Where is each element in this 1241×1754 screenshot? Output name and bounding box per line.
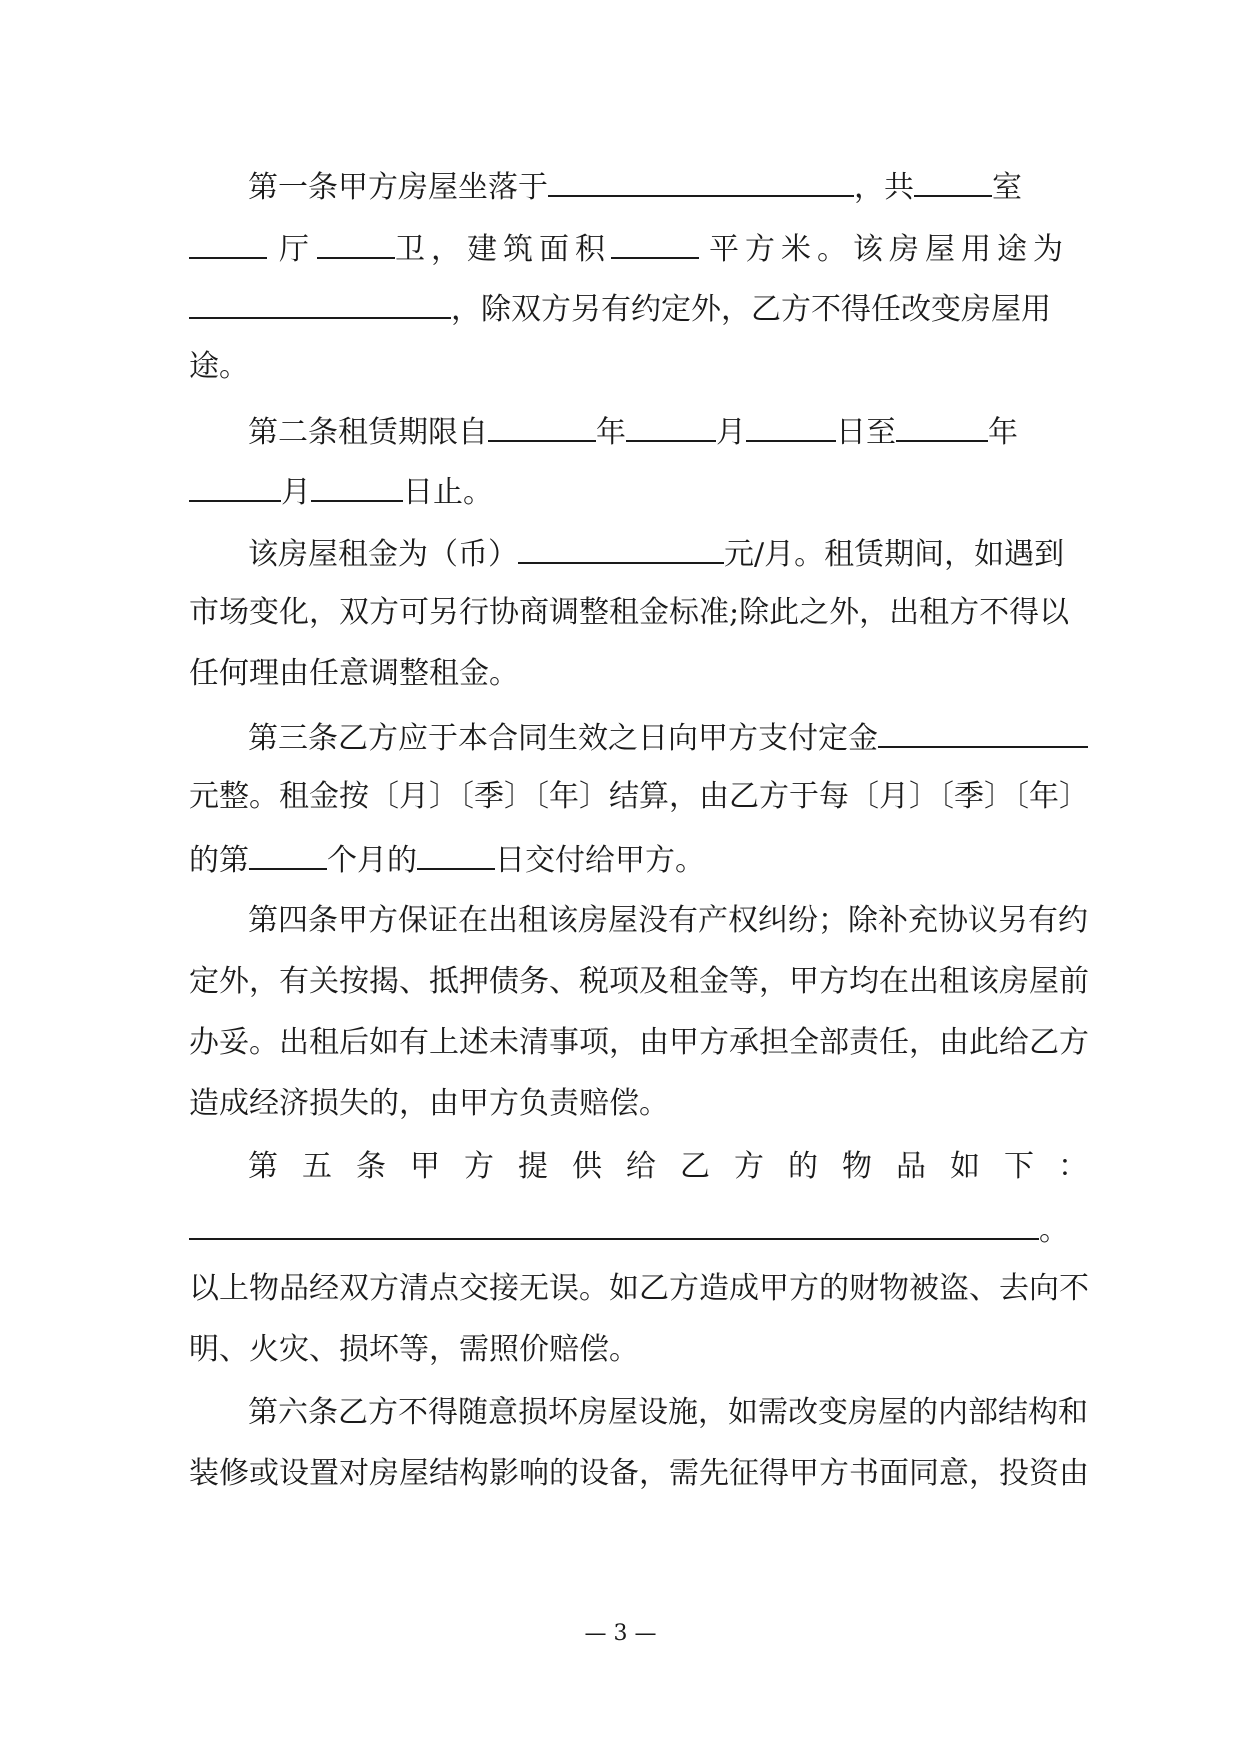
usage-blank <box>189 287 451 319</box>
rent-amount-blank <box>518 532 724 564</box>
clause2-line1 <box>248 410 1069 450</box>
clause4-line1 <box>248 901 1088 941</box>
rent-line2 <box>189 593 1069 633</box>
clause2-day-end: 日止。 <box>403 475 493 510</box>
clause1-text-a: 第一条甲方房屋坐落于 <box>248 170 548 205</box>
clause5-line3 <box>189 1269 1089 1309</box>
clause4-text-line2: 定外，有关按揭、抵押债务、税项及租金等，甲方均在出租该房屋前 <box>189 964 1089 999</box>
clause5-text-line3: 以上物品经双方清点交接无误。如乙方造成甲方的财物被盗、去向不 <box>189 1271 1089 1306</box>
clause4-text-line1: 第四条甲方保证在出租该房屋没有产权纠纷；除补充协议另有约 <box>248 903 1088 938</box>
end-year-blank <box>896 410 988 442</box>
clause1-text-c: 室 <box>992 170 1022 205</box>
clause4-text-line3: 办妥。出租后如有上述未清事项，由甲方承担全部责任，由此给乙方 <box>189 1025 1089 1060</box>
page-number: — 3 — <box>584 1621 657 1646</box>
clause1-text-f: 平方米。该房屋用途为 <box>709 232 1069 267</box>
clause2-line2 <box>189 470 1069 510</box>
rooms-blank <box>914 165 992 197</box>
clause5-line4 <box>189 1330 1069 1370</box>
halls-blank <box>189 227 267 259</box>
clause2-month-2: 月 <box>281 475 311 510</box>
clause4-line2 <box>189 962 1089 1002</box>
clause6-text-line2: 装修或设置对房屋结构影响的设备，需先征得甲方书面同意，投资由 <box>189 1456 1089 1491</box>
clause1-text-e: 卫，建筑面积 <box>395 232 611 267</box>
clause4-text-line4: 造成经济损失的，由甲方负责赔偿。 <box>189 1086 669 1121</box>
rent-text-b: 元/月。租赁期间，如遇到 <box>724 537 1065 572</box>
start-month-blank <box>626 410 716 442</box>
clause1-line3 <box>189 287 1069 327</box>
items-list-blank <box>189 1208 1039 1240</box>
clause2-day-to: 日至 <box>836 415 896 450</box>
rent-line1 <box>248 532 1069 572</box>
clause3-line2 <box>189 777 1089 817</box>
clause2-year-1: 年 <box>596 415 626 450</box>
pay-day-blank <box>417 838 495 870</box>
clause6-line1 <box>248 1393 1088 1433</box>
clause4-line3 <box>189 1023 1089 1063</box>
rent-line3 <box>189 654 1069 694</box>
month-ordinal-blank <box>249 838 327 870</box>
clause3-text-b: 的第 <box>189 843 249 878</box>
rent-text-line3: 任何理由任意调整租金。 <box>189 656 519 691</box>
clause1-line4 <box>189 347 1069 387</box>
clause5-line1 <box>248 1147 1112 1187</box>
clause1-text-h: 途。 <box>189 349 249 384</box>
clause2-month-1: 月 <box>716 415 746 450</box>
clause1-line1 <box>248 165 1069 205</box>
clause2-text-a: 第二条租赁期限自 <box>248 415 488 450</box>
clause4-line4 <box>189 1084 1069 1124</box>
clause5-text-end: 。 <box>1039 1213 1069 1248</box>
start-day-blank <box>746 410 836 442</box>
clause6-text-line1: 第六条乙方不得随意损坏房屋设施，如需改变房屋的内部结构和 <box>248 1395 1088 1430</box>
rent-text-a: 该房屋租金为（币） <box>248 537 518 572</box>
baths-blank <box>317 227 395 259</box>
end-day-blank <box>311 470 403 502</box>
clause5-text-line4: 明、火灾、损坏等，需照价赔偿。 <box>189 1332 639 1367</box>
clause3-text-d: 日交付给甲方。 <box>495 843 705 878</box>
clause1-text-d: 厅 <box>279 232 309 267</box>
clause2-year-2: 年 <box>988 415 1018 450</box>
clause3-line3 <box>189 838 1069 878</box>
rent-text-line2: 市场变化，双方可另行协商调整租金标准;除此之外，出租方不得以 <box>189 595 1070 630</box>
clause3-line1 <box>248 716 1069 756</box>
clause1-line2 <box>189 227 1069 267</box>
clause1-text-g: ，除双方另有约定外，乙方不得任改变房屋用 <box>451 292 1051 327</box>
clause5-text-line1: 第五条甲方提供给乙方的物品如下： <box>248 1149 1112 1184</box>
deposit-blank <box>878 716 1088 748</box>
clause6-line2 <box>189 1454 1089 1494</box>
location-blank <box>548 165 854 197</box>
start-year-blank <box>488 410 596 442</box>
end-month-blank <box>189 470 281 502</box>
area-blank <box>611 227 699 259</box>
clause3-text-a: 第三条乙方应于本合同生效之日向甲方支付定金 <box>248 721 878 756</box>
clause5-line2 <box>189 1208 1069 1248</box>
clause3-text-line2: 元整。租金按〔月〕〔季〕〔年〕结算，由乙方于每〔月〕〔季〕〔年〕 <box>189 779 1089 814</box>
clause1-text-b: ，共 <box>854 170 914 205</box>
clause3-text-c: 个月的 <box>327 843 417 878</box>
